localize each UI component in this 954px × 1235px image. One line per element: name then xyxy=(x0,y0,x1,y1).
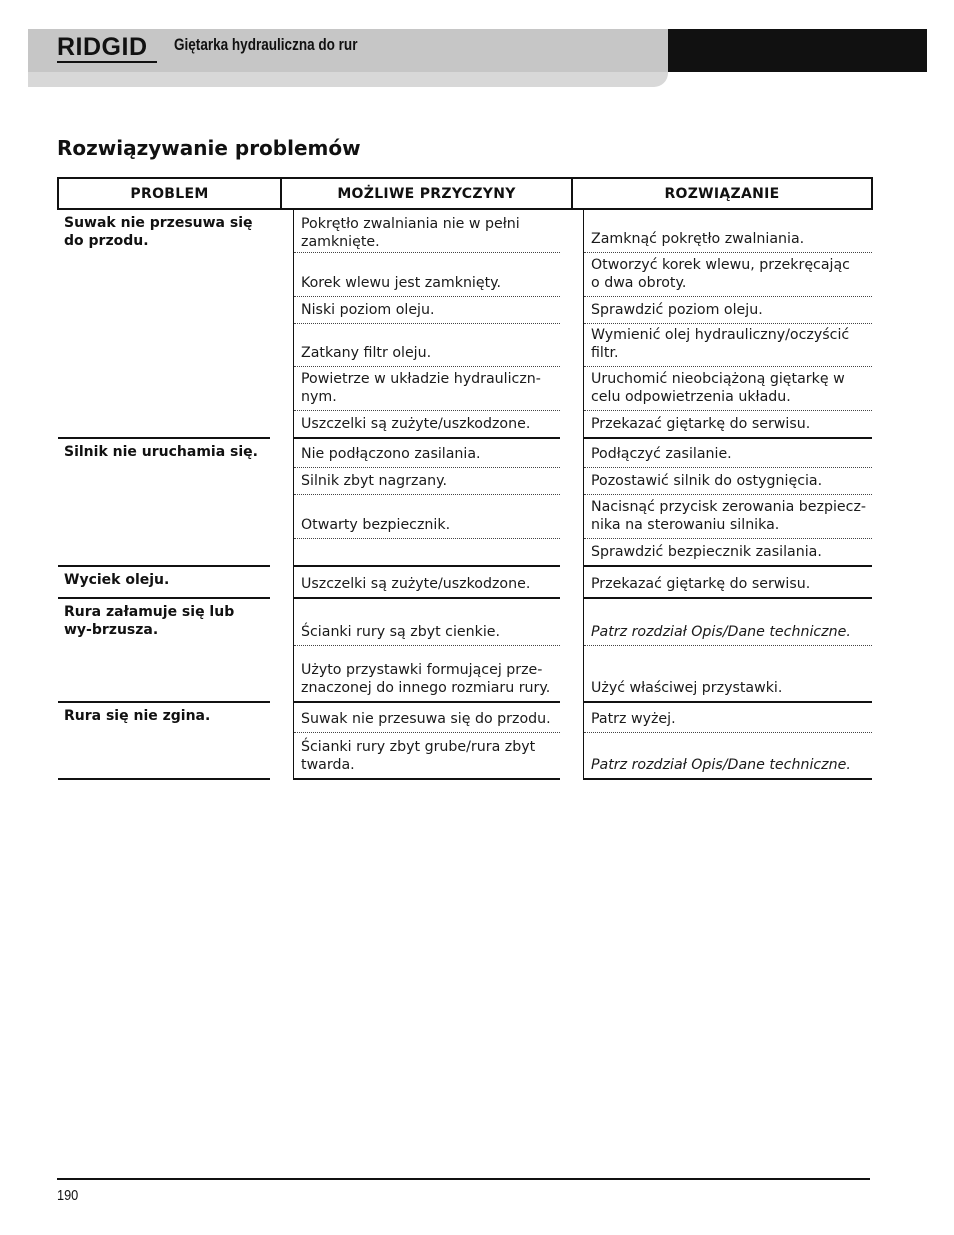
solution-text: Uruchomić nieobciążoną giętarkę w celu odpowietrzenia układu. xyxy=(591,371,845,405)
column-header-solution xyxy=(571,177,873,210)
column-header-label: ROZWIĄZANIE xyxy=(664,185,780,202)
problem-text: Rura załamuje się lub wy-brzusza. xyxy=(64,604,235,638)
page-title: Rozwiązywanie problemów xyxy=(57,136,361,160)
solution-text: Użyć właściwej przystawki. xyxy=(591,679,783,696)
cause-cell xyxy=(294,367,560,411)
solution-text: Podłączyć zasilanie. xyxy=(591,445,732,462)
problem-cell xyxy=(58,567,270,599)
header-black-block xyxy=(668,29,927,72)
problem-text: Wyciek oleju. xyxy=(64,572,170,588)
solution-cell xyxy=(584,253,872,297)
cause-text: Niski poziom oleju. xyxy=(301,301,435,318)
solution-text: Pozostawić silnik do ostygnięcia. xyxy=(591,472,823,489)
cause-cell xyxy=(294,495,560,539)
solution-cell xyxy=(584,468,872,495)
cause-cell xyxy=(294,599,560,646)
solution-text: Otworzyć korek wlewu, przekręcając o dwa obroty. xyxy=(591,257,850,291)
cause-text: Użyto przystawki formującej prze-znaczonej do innego rozmiaru rury. xyxy=(301,662,551,696)
problem-cell xyxy=(58,210,270,439)
solution-cell xyxy=(584,210,872,253)
cause-cell xyxy=(294,703,560,733)
solution-cell xyxy=(584,539,872,567)
solution-text: Przekazać giętarkę do serwisu. xyxy=(591,415,811,432)
page-number: 190 xyxy=(57,1187,79,1204)
cause-cell xyxy=(294,210,560,253)
cause-text: Powietrze w układzie hydrauliczn-nym. xyxy=(301,371,541,405)
solution-cell xyxy=(584,733,872,780)
cause-text: Ścianki rury są zbyt cienkie. xyxy=(301,623,501,640)
problem-text: Rura się nie zgina. xyxy=(64,708,211,724)
solution-text: Sprawdzić poziom oleju. xyxy=(591,301,763,318)
solution-text: Wymienić olej hydrauliczny/oczyścić filtr. xyxy=(591,327,850,361)
header-title: Giętarka hydrauliczna do rur xyxy=(174,36,358,54)
cause-cell xyxy=(294,324,560,367)
cause-cell xyxy=(294,539,560,567)
cause-cell xyxy=(294,646,560,703)
solution-text: Zamknąć pokrętło zwalniania. xyxy=(591,230,805,247)
solution-cell xyxy=(584,297,872,324)
solution-cell xyxy=(584,646,872,703)
problem-cell xyxy=(58,599,270,703)
cause-text: Pokrętło zwalniania nie w pełni zamknięte. xyxy=(301,216,520,250)
column-header-causes xyxy=(280,177,573,210)
cause-cell xyxy=(294,253,560,297)
problem-cell xyxy=(58,439,270,567)
footer-rule xyxy=(57,1178,870,1180)
solution-cell xyxy=(584,324,872,367)
problem-text: Suwak nie przesuwa się do przodu. xyxy=(64,215,253,249)
logo-text: RIDGID xyxy=(57,33,148,61)
cause-cell xyxy=(294,439,560,468)
solution-text: Sprawdzić bezpiecznik zasilania. xyxy=(591,543,822,560)
logo-underline xyxy=(57,61,157,63)
solution-cell xyxy=(584,495,872,539)
solution-cell xyxy=(584,439,872,468)
solution-text: Patrz wyżej. xyxy=(591,710,676,727)
solution-text: Przekazać giętarkę do serwisu. xyxy=(591,575,811,592)
cause-text: Uszczelki są zużyte/uszkodzone. xyxy=(301,415,531,432)
causes-column xyxy=(293,210,560,780)
cause-text: Nie podłączono zasilania. xyxy=(301,445,481,462)
solution-cell xyxy=(584,703,872,733)
solution-text: Nacisnąć przycisk zerowania bezpiecz-nika na sterowaniu silnika. xyxy=(591,499,867,533)
solution-cell xyxy=(584,411,872,439)
cause-cell xyxy=(294,297,560,324)
cause-cell xyxy=(294,468,560,495)
cause-text: Silnik zbyt nagrzany. xyxy=(301,472,448,489)
solution-cell xyxy=(584,367,872,411)
column-header-label: MOŻLIWE PRZYCZYNY xyxy=(337,185,516,202)
solutions-column xyxy=(583,210,872,780)
ridgid-logo xyxy=(57,34,158,64)
solution-text: Patrz rozdział Opis/Dane techniczne. xyxy=(591,623,851,640)
cause-cell xyxy=(294,733,560,780)
cause-cell xyxy=(294,567,560,599)
solution-cell xyxy=(584,599,872,646)
cause-cell xyxy=(294,411,560,439)
cause-text: Ścianki rury zbyt grube/rura zbyt twarda. xyxy=(301,739,536,773)
cause-text: Zatkany filtr oleju. xyxy=(301,344,432,361)
problem-cell xyxy=(58,703,270,780)
column-header-label: PROBLEM xyxy=(130,185,209,202)
problem-text: Silnik nie uruchamia się. xyxy=(64,444,258,460)
solution-cell xyxy=(584,567,872,599)
cause-text: Suwak nie przesuwa się do przodu. xyxy=(301,710,551,727)
cause-text: Korek wlewu jest zamknięty. xyxy=(301,274,502,291)
cause-text: Uszczelki są zużyte/uszkodzone. xyxy=(301,575,531,592)
column-header-problem xyxy=(57,177,282,210)
cause-text: Otwarty bezpiecznik. xyxy=(301,516,451,533)
solution-text: Patrz rozdział Opis/Dane techniczne. xyxy=(591,756,851,773)
